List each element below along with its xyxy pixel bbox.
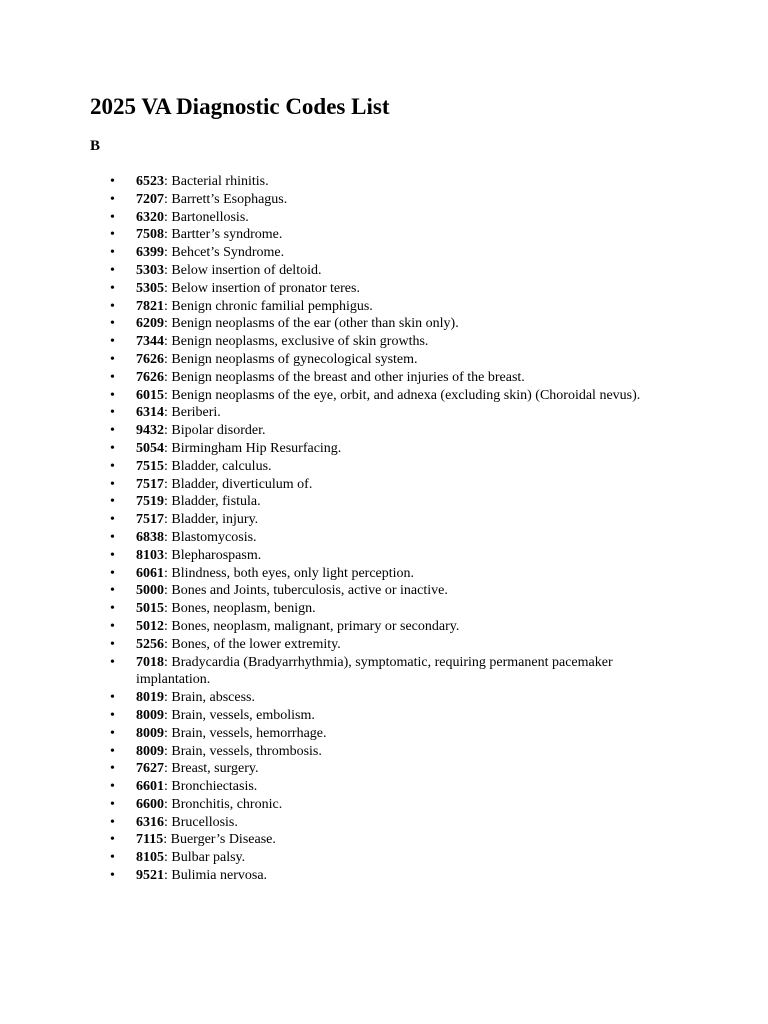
diagnostic-code: 6209 [136, 316, 164, 332]
diagnostic-code: 6601 [136, 779, 164, 795]
list-item [90, 814, 680, 832]
condition-description: : Benign neoplasms of the ear (other than skin only). [164, 316, 459, 332]
diagnostic-code: 8009 [136, 725, 164, 741]
diagnostic-code: 7508 [136, 227, 164, 243]
list-item [90, 315, 680, 333]
condition-description: : Benign neoplasms of gynecological system. [164, 351, 418, 367]
condition-description: : Bones and Joints, tuberculosis, active or inactive. [164, 583, 448, 599]
list-item [90, 529, 680, 547]
document-page [90, 90, 680, 885]
list-item [90, 387, 680, 405]
condition-description: : Below insertion of deltoid. [164, 262, 322, 278]
diagnostic-code: 7519 [136, 494, 164, 510]
diagnostic-code: 7626 [136, 369, 164, 385]
condition-description: : Bladder, diverticulum of. [164, 476, 313, 492]
diagnostic-code: 8009 [136, 707, 164, 723]
condition-description: : Brain, vessels, hemorrhage. [164, 725, 327, 741]
list-item [90, 369, 680, 387]
bullet-icon: • [110, 316, 115, 332]
bullet-icon: • [110, 547, 115, 563]
diagnostic-code: 7626 [136, 351, 164, 367]
diagnostic-code: 7821 [136, 298, 164, 314]
condition-description: : Bartonellosis. [164, 209, 249, 225]
diagnostic-code: 6015 [136, 387, 164, 403]
condition-description: : Bronchiectasis. [164, 779, 258, 795]
diagnostic-code: 7115 [136, 832, 164, 848]
condition-description: : Bronchitis, chronic. [164, 796, 283, 812]
bullet-icon: • [110, 601, 115, 617]
condition-description: : Benign neoplasms, exclusive of skin growths. [164, 334, 429, 350]
condition-description: : Bradycardia (Bradyarrhythmia), symptomatic, requiring permanent pacemaker implantation. [136, 654, 613, 688]
bullet-icon: • [110, 351, 115, 367]
diagnostic-code: 5000 [136, 583, 164, 599]
list-item [90, 511, 680, 529]
condition-description: : Bulbar palsy. [164, 850, 246, 866]
diagnostic-code-list [90, 173, 680, 885]
bullet-icon: • [110, 707, 115, 723]
bullet-icon: • [110, 209, 115, 225]
condition-description: : Blepharospasm. [164, 547, 262, 563]
diagnostic-code: 8009 [136, 743, 164, 759]
condition-description: : Bones, neoplasm, benign. [164, 601, 316, 617]
diagnostic-code: 7517 [136, 476, 164, 492]
diagnostic-code: 5015 [136, 601, 164, 617]
condition-description: : Bartter’s syndrome. [164, 227, 283, 243]
bullet-icon: • [110, 761, 115, 777]
list-item [90, 244, 680, 262]
bullet-icon: • [110, 334, 115, 350]
list-item [90, 351, 680, 369]
condition-description: : Benign chronic familial pemphigus. [164, 298, 373, 314]
bullet-icon: • [110, 529, 115, 545]
list-item [90, 262, 680, 280]
diagnostic-code: 7517 [136, 512, 164, 528]
condition-description: : Brucellosis. [164, 814, 238, 830]
list-item [90, 333, 680, 351]
condition-description: : Bladder, calculus. [164, 458, 272, 474]
diagnostic-code: 7018 [136, 654, 164, 670]
list-item [90, 849, 680, 867]
list-item [90, 582, 680, 600]
diagnostic-code: 8103 [136, 547, 164, 563]
bullet-icon: • [110, 387, 115, 403]
bullet-icon: • [110, 458, 115, 474]
diagnostic-code: 6320 [136, 209, 164, 225]
bullet-icon: • [110, 262, 115, 278]
diagnostic-code: 8019 [136, 690, 164, 706]
bullet-icon: • [110, 423, 115, 439]
list-item [90, 743, 680, 761]
bullet-icon: • [110, 494, 115, 510]
diagnostic-code: 5012 [136, 618, 164, 634]
condition-description: : Beriberi. [164, 405, 221, 421]
list-item [90, 173, 680, 191]
list-item [90, 298, 680, 316]
diagnostic-code: 6600 [136, 796, 164, 812]
list-item [90, 831, 680, 849]
list-item [90, 760, 680, 778]
bullet-icon: • [110, 174, 115, 189]
condition-description: : Brain, vessels, embolism. [164, 707, 315, 723]
bullet-icon: • [110, 832, 115, 848]
diagnostic-code: 7515 [136, 458, 164, 474]
list-item [90, 226, 680, 244]
list-item [90, 796, 680, 814]
diagnostic-code: 8105 [136, 850, 164, 866]
diagnostic-code: 5305 [136, 280, 164, 296]
diagnostic-code: 6316 [136, 814, 164, 830]
list-item [90, 422, 680, 440]
page-title: 2025 VA Diagnostic Codes List [90, 94, 390, 119]
bullet-icon: • [110, 636, 115, 652]
list-item [90, 440, 680, 458]
diagnostic-code: 7344 [136, 334, 164, 350]
condition-description: : Benign neoplasms of the eye, orbit, and adnexa (excluding skin) (Choroidal nevus). [164, 387, 641, 403]
bullet-icon: • [110, 476, 115, 492]
bullet-icon: • [110, 440, 115, 456]
bullet-icon: • [110, 618, 115, 634]
list-item [90, 191, 680, 209]
list-item [90, 476, 680, 494]
condition-description: : Bladder, fistula. [164, 494, 261, 510]
condition-description: : Bacterial rhinitis. [164, 174, 269, 189]
bullet-icon: • [110, 280, 115, 296]
list-item [90, 725, 680, 743]
condition-description: : Buerger’s Disease. [163, 832, 276, 848]
list-item [90, 689, 680, 707]
diagnostic-code: 5256 [136, 636, 164, 652]
bullet-icon: • [110, 796, 115, 812]
bullet-icon: • [110, 227, 115, 243]
list-item [90, 867, 680, 885]
list-item [90, 636, 680, 654]
diagnostic-code: 5303 [136, 262, 164, 278]
list-item [90, 458, 680, 476]
list-item [90, 280, 680, 298]
section-heading: B [90, 138, 101, 154]
diagnostic-code: 6399 [136, 245, 164, 261]
condition-description: : Bladder, injury. [164, 512, 259, 528]
condition-description: : Barrett’s Esophagus. [164, 191, 288, 207]
bullet-icon: • [110, 779, 115, 795]
condition-description: : Birmingham Hip Resurfacing. [164, 440, 342, 456]
bullet-icon: • [110, 690, 115, 706]
list-item [90, 600, 680, 618]
list-item [90, 654, 680, 690]
condition-description: : Blastomycosis. [164, 529, 257, 545]
list-item [90, 565, 680, 583]
diagnostic-code: 9432 [136, 423, 164, 439]
diagnostic-code: 7207 [136, 191, 164, 207]
bullet-icon: • [110, 814, 115, 830]
list-item [90, 209, 680, 227]
bullet-icon: • [110, 583, 115, 599]
bullet-icon: • [110, 369, 115, 385]
diagnostic-code: 5054 [136, 440, 164, 456]
bullet-icon: • [110, 405, 115, 421]
list-item [90, 778, 680, 796]
condition-description: : Behcet’s Syndrome. [164, 245, 285, 261]
diagnostic-code: 6523 [136, 174, 164, 189]
diagnostic-code: 6061 [136, 565, 164, 581]
condition-description: : Benign neoplasms of the breast and other injuries of the breast. [164, 369, 525, 385]
bullet-icon: • [110, 654, 115, 670]
bullet-icon: • [110, 868, 115, 884]
bullet-icon: • [110, 850, 115, 866]
bullet-icon: • [110, 298, 115, 314]
condition-description: : Below insertion of pronator teres. [164, 280, 360, 296]
bullet-icon: • [110, 512, 115, 528]
condition-description: : Bipolar disorder. [164, 423, 266, 439]
diagnostic-code: 7627 [136, 761, 164, 777]
list-item [90, 618, 680, 636]
bullet-icon: • [110, 245, 115, 261]
bullet-icon: • [110, 743, 115, 759]
condition-description: : Bones, of the lower extremity. [164, 636, 341, 652]
bullet-icon: • [110, 191, 115, 207]
condition-description: : Breast, surgery. [164, 761, 259, 777]
diagnostic-code: 6314 [136, 405, 164, 421]
bullet-icon: • [110, 565, 115, 581]
condition-description: : Brain, abscess. [164, 690, 255, 706]
condition-description: : Blindness, both eyes, only light perception. [164, 565, 415, 581]
list-item [90, 493, 680, 511]
list-item [90, 404, 680, 422]
list-item [90, 707, 680, 725]
list-item [90, 547, 680, 565]
diagnostic-code: 9521 [136, 868, 164, 884]
condition-description: : Brain, vessels, thrombosis. [164, 743, 322, 759]
condition-description: : Bones, neoplasm, malignant, primary or secondary. [164, 618, 460, 634]
bullet-icon: • [110, 725, 115, 741]
diagnostic-code: 6838 [136, 529, 164, 545]
condition-description: : Bulimia nervosa. [164, 868, 268, 884]
